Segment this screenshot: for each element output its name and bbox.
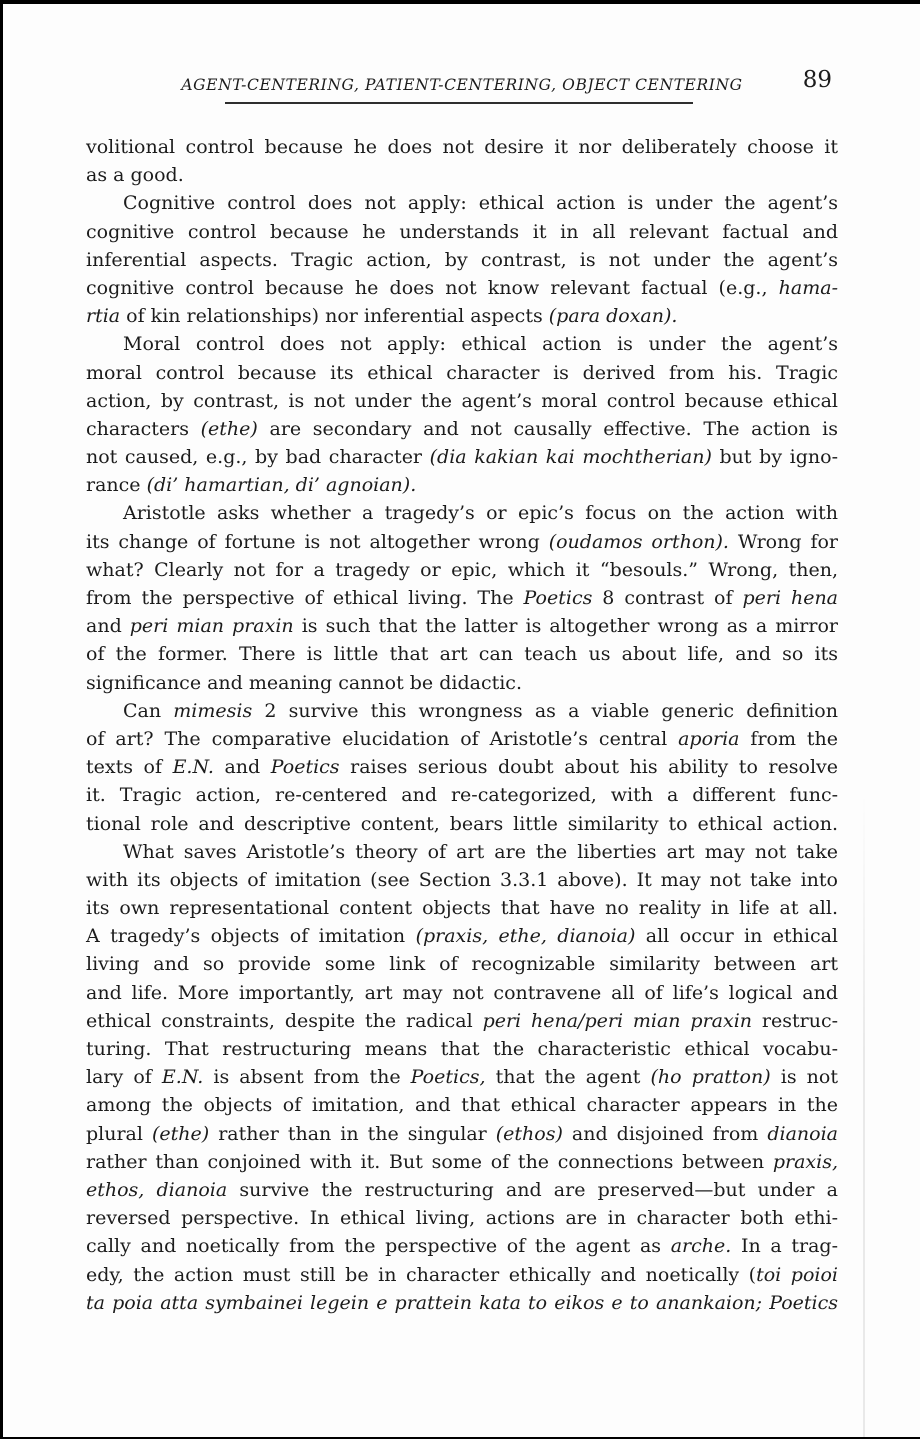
text-line bbox=[86, 810, 838, 838]
roman-text: and bbox=[86, 615, 130, 638]
roman-text: rather than in the singular bbox=[209, 1122, 496, 1145]
italic-text: (di’ hamartian, di’ agnoian). bbox=[146, 474, 417, 497]
italic-text: rtia bbox=[86, 305, 121, 328]
italic-text: dianoia bbox=[767, 1122, 838, 1145]
book-page bbox=[3, 4, 920, 1437]
roman-text: Wrong for bbox=[728, 530, 838, 553]
text-line bbox=[86, 218, 838, 246]
roman-text: from the bbox=[739, 727, 839, 750]
italic-text: peri hena/peri mian praxin bbox=[482, 1009, 753, 1032]
paragraph bbox=[86, 697, 838, 838]
roman-text: of the former. There is little that art can teach us about life, and so its bbox=[86, 643, 838, 666]
roman-text: of kin relationships) nor inferential aspects bbox=[120, 305, 549, 328]
italic-text: (ethe) bbox=[152, 1122, 210, 1145]
running-head: AGENT-CENTERING, PATIENT-CENTERING, OBJECT CENTERING bbox=[181, 76, 743, 94]
roman-text: but by igno- bbox=[711, 446, 838, 469]
roman-text: from the perspective of ethical living. The bbox=[86, 587, 524, 609]
text-line bbox=[86, 612, 838, 640]
roman-text: edy, the action must still be in character ethically and noetically ( bbox=[86, 1263, 757, 1286]
roman-text: Cognitive control does not apply: ethical action is under the agent’s bbox=[123, 192, 838, 215]
roman-text: among the objects of imitation, and that ethical character appears in the bbox=[86, 1094, 838, 1117]
text-line bbox=[86, 669, 838, 697]
text-line bbox=[86, 161, 838, 189]
italic-text: (dia kakian kai mochtherian) bbox=[429, 446, 712, 469]
roman-text: ethical constraints, despite the radical bbox=[86, 1009, 483, 1032]
roman-text: moral control because its ethical character is derived from his. Tragic bbox=[86, 361, 838, 384]
roman-text: it. Tragic action, re-centered and re-categorized, with a different func- bbox=[86, 784, 838, 807]
roman-text: Aristotle asks whether a tragedy’s or epic’s focus on the action with bbox=[123, 502, 838, 525]
header-rule bbox=[225, 102, 693, 104]
roman-text: cognitive control because he understands it in all relevant factual and bbox=[86, 220, 838, 243]
text-line bbox=[86, 950, 838, 978]
roman-text: action, by contrast, is not under the agent’s moral control because ethical bbox=[86, 389, 838, 412]
roman-text: rather than conjoined with it. But some of the connections between bbox=[86, 1150, 773, 1173]
roman-text: plural bbox=[86, 1122, 152, 1145]
scan-edge-shadow bbox=[863, 792, 865, 1437]
paragraph bbox=[86, 133, 838, 189]
roman-text: of art? The comparative elucidation of Aristotle’s central bbox=[86, 727, 679, 750]
italic-text: aporia bbox=[678, 727, 740, 750]
roman-text: survive the restructuring and are preserved—but under a bbox=[227, 1178, 838, 1201]
roman-text: 2 survive this wrongness as a viable generic definition bbox=[252, 699, 838, 722]
roman-text: are secondary and not causally effective. The action is bbox=[257, 417, 838, 440]
roman-text: restruc- bbox=[752, 1009, 838, 1032]
italic-text: E.N. bbox=[161, 1066, 204, 1089]
roman-text: living and so provide some link of recognizable similarity between art bbox=[86, 953, 838, 976]
text-line bbox=[86, 1063, 838, 1091]
roman-text: 8 contrast of bbox=[592, 587, 743, 609]
text-line bbox=[86, 866, 838, 894]
roman-text: Moral control does not apply: ethical action is under the agent’s bbox=[123, 333, 838, 356]
italic-text: praxis, bbox=[772, 1150, 838, 1173]
text-line bbox=[86, 1091, 838, 1119]
roman-text: is not bbox=[770, 1066, 838, 1089]
text-line bbox=[86, 640, 838, 668]
italic-text: (para doxan). bbox=[548, 305, 678, 328]
roman-text: that the agent bbox=[485, 1066, 651, 1089]
text-line bbox=[86, 274, 838, 302]
text-line bbox=[86, 189, 838, 217]
italic-text: peri hena bbox=[742, 587, 839, 609]
roman-text: characters bbox=[86, 417, 201, 440]
text-line bbox=[86, 556, 838, 584]
roman-text: lary of bbox=[86, 1066, 162, 1089]
roman-text: turing. That restructuring means that the characteristic ethical vocabu- bbox=[86, 1038, 838, 1060]
roman-text: In a trag- bbox=[731, 1235, 838, 1258]
roman-text: not caused, e.g., by bad character bbox=[86, 446, 430, 469]
italic-text: (praxis, ethe, dianoia) bbox=[415, 925, 636, 948]
text-line bbox=[86, 1120, 838, 1148]
text-line bbox=[86, 1232, 838, 1260]
text-line bbox=[86, 1176, 838, 1204]
roman-text: A tragedy’s objects of imitation bbox=[86, 925, 416, 948]
page-number: 89 bbox=[802, 67, 832, 93]
roman-text: texts of bbox=[86, 756, 173, 779]
text-line bbox=[86, 528, 838, 556]
roman-text: tional role and descriptive content, bears little similarity to ethical action. bbox=[86, 812, 838, 835]
paragraph bbox=[86, 838, 838, 1317]
paragraph bbox=[86, 330, 838, 499]
text-line bbox=[86, 1261, 838, 1289]
text-line bbox=[86, 443, 838, 471]
italic-text: E.N. bbox=[172, 756, 214, 779]
roman-text: and life. More importantly, art may not contravene all of life’s logical and bbox=[86, 981, 838, 1004]
italic-text: peri mian praxin bbox=[129, 615, 294, 638]
paragraph bbox=[86, 189, 838, 330]
italic-text: Poetics, bbox=[410, 1066, 486, 1089]
text-line bbox=[86, 922, 838, 950]
text-line bbox=[86, 725, 838, 753]
text-line bbox=[86, 359, 838, 387]
italic-text: ethos, dianoia bbox=[86, 1178, 228, 1201]
text-line bbox=[86, 330, 838, 358]
roman-text: raises serious doubt about his ability to resolve bbox=[339, 756, 838, 779]
text-line bbox=[86, 387, 838, 415]
italic-text: (oudamos orthon). bbox=[548, 530, 729, 553]
roman-text: rance bbox=[86, 474, 147, 497]
roman-text: inferential aspects. Tragic action, by contrast, is not under the agent’s bbox=[86, 248, 838, 271]
italic-text: (ethos) bbox=[495, 1122, 563, 1145]
roman-text: cally and noetically from the perspective of the agent as bbox=[86, 1235, 671, 1258]
text-line bbox=[86, 1289, 838, 1317]
italic-text: arche. bbox=[670, 1235, 732, 1258]
text-line bbox=[86, 246, 838, 274]
roman-text: and bbox=[213, 756, 271, 779]
text-line bbox=[86, 584, 838, 612]
italic-text: Poetics bbox=[270, 756, 340, 779]
text-line bbox=[86, 415, 838, 443]
italic-text: ta poia atta symbainei legein e prattein kata to eikos e to anankaion; Poetics bbox=[86, 1291, 838, 1314]
roman-text: with its objects of imitation (see Section 3.3.1 above). It may not take into bbox=[86, 868, 838, 891]
roman-text: significance and meaning cannot be didactic. bbox=[86, 671, 522, 694]
text-line bbox=[86, 697, 838, 725]
text-line bbox=[86, 1007, 838, 1035]
text-line bbox=[86, 838, 838, 866]
roman-text: and disjoined from bbox=[562, 1122, 768, 1145]
text-line bbox=[86, 499, 838, 527]
paragraph bbox=[86, 499, 838, 696]
text-line bbox=[86, 1035, 838, 1063]
body-text bbox=[86, 133, 838, 1317]
text-line bbox=[86, 302, 838, 330]
text-line bbox=[86, 979, 838, 1007]
text-line bbox=[86, 781, 838, 809]
roman-text: what? Clearly not for a tragedy or epic, which it “besouls.” Wrong, then, bbox=[86, 558, 838, 581]
roman-text: reversed perspective. In ethical living, actions are in character both ethi- bbox=[86, 1207, 838, 1230]
roman-text: its own representational content objects that have no reality in life at all. bbox=[86, 897, 838, 920]
text-line bbox=[86, 1204, 838, 1232]
italic-text: (ho pratton) bbox=[650, 1066, 771, 1089]
roman-text: volitional control because he does not desire it nor deliberately choose it bbox=[86, 136, 838, 158]
italic-text: (ethe) bbox=[200, 417, 258, 440]
text-line bbox=[86, 894, 838, 922]
roman-text: cognitive control because he does not know relevant factual (e.g., bbox=[86, 276, 779, 299]
roman-text: is absent from the bbox=[203, 1066, 411, 1089]
roman-text: as a good. bbox=[86, 164, 184, 187]
text-line bbox=[86, 471, 838, 499]
italic-text: toi poioi bbox=[756, 1263, 838, 1286]
italic-text: Poetics bbox=[523, 587, 593, 609]
text-line bbox=[86, 1148, 838, 1176]
roman-text: is such that the latter is altogether wrong as a mirror bbox=[293, 615, 838, 638]
italic-text: mimesis bbox=[173, 699, 253, 722]
roman-text: its change of fortune is not altogether wrong bbox=[86, 530, 549, 553]
roman-text: all occur in ethical bbox=[635, 925, 838, 948]
text-line bbox=[86, 753, 838, 781]
roman-text: What saves Aristotle’s theory of art are the liberties art may not take bbox=[123, 840, 838, 863]
italic-text: hama- bbox=[778, 276, 838, 299]
roman-text: Can bbox=[123, 699, 174, 722]
text-line bbox=[86, 133, 838, 161]
